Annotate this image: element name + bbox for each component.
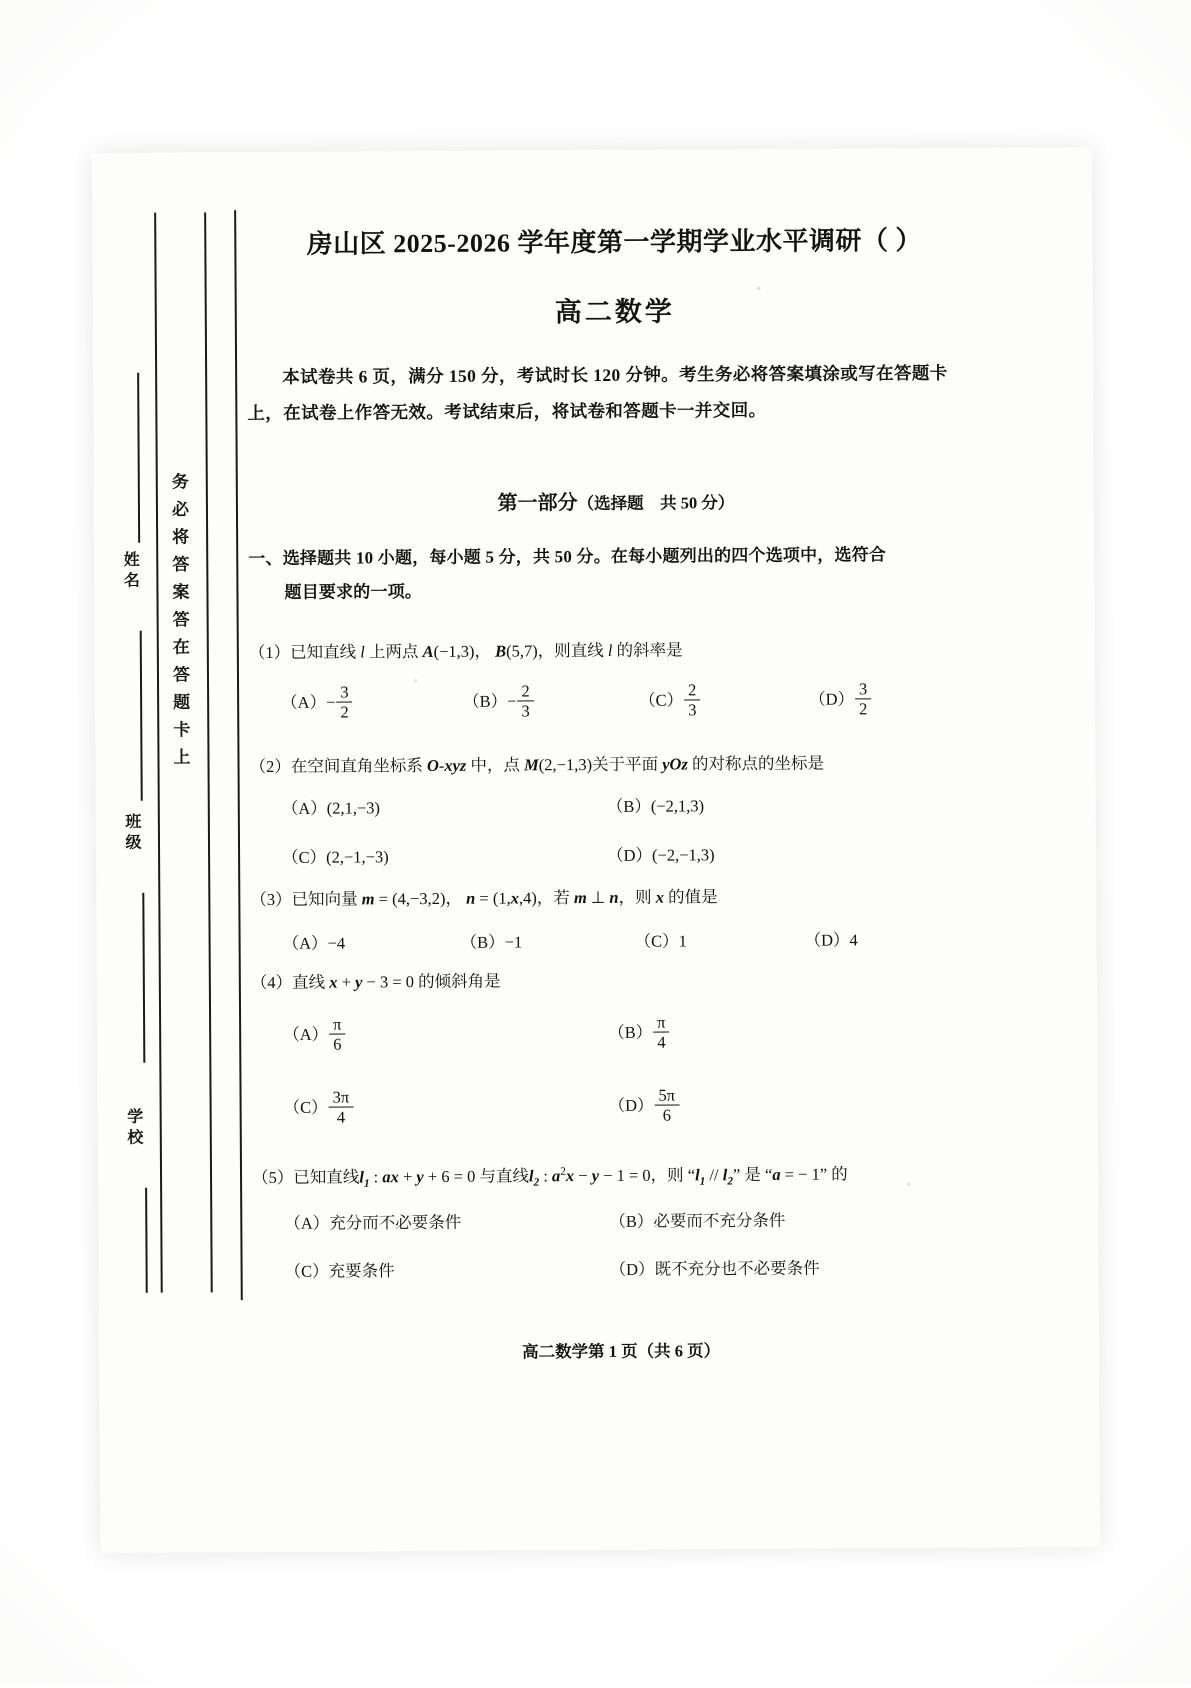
option-sign: − — [326, 692, 336, 712]
page-title: 房山区 2025-2026 学年度第一学期学业水平调研（ ） — [306, 225, 922, 259]
option-label: （B） — [608, 1022, 653, 1043]
question-2-option-d[interactable] — [607, 841, 715, 866]
seal-instruction-text: 务必将答案答在答题卡上 — [168, 472, 190, 776]
option-label: （C） — [634, 931, 679, 951]
question-4 — [251, 966, 973, 997]
question-5-options — [284, 1206, 985, 1305]
fraction-denominator: 3 — [688, 700, 697, 720]
fraction-denominator: 2 — [340, 702, 349, 722]
fraction-numerator: 3 — [336, 683, 352, 702]
margin-rule-outer — [154, 213, 163, 1293]
fraction-denominator: 2 — [859, 699, 868, 719]
question-4-options — [283, 1012, 984, 1146]
field-line-class-lower — [142, 893, 145, 1063]
option-label: （D） — [609, 1259, 655, 1279]
question-5-stem: （5）已知直线$l_1$ : ax + y + 6 = 0 与直线$l_2$ : $a^2x - y - 1 = 0$，则 “$l_1 // l_2$” 是 “a = − 1” 的 — [251, 1164, 848, 1190]
fraction-numerator: π — [329, 1016, 345, 1035]
option-label: （A） — [283, 1024, 329, 1045]
page-footer: 高二数学第 1 页（共 6 页） — [522, 1341, 721, 1362]
option-value: (−2,−1,3) — [651, 845, 715, 865]
question-3-stem: （3）已知向量 m = (4,−3,2)， n = (1,x,4)，若 m ⊥ n，则 x 的值是 — [250, 887, 718, 910]
question-1 — [249, 636, 971, 667]
option-value: −1 — [504, 932, 523, 952]
option-value: (2,−1,−3) — [326, 847, 389, 867]
fraction-numerator: 2 — [684, 681, 700, 700]
field-line-name — [137, 373, 140, 543]
option-label: （C） — [282, 847, 327, 867]
fraction-numerator: 2 — [517, 682, 533, 701]
option-label: （A） — [281, 692, 327, 713]
question-3-option-a[interactable] — [283, 930, 346, 954]
question-3 — [250, 883, 972, 914]
option-label: （D） — [608, 1095, 654, 1116]
option-value: 4 — [849, 930, 858, 950]
question-1-option-c[interactable] — [639, 681, 701, 719]
question-4-option-b[interactable] — [608, 1014, 671, 1052]
fraction-numerator: 5π — [654, 1086, 679, 1105]
question-4-number: （4） — [250, 972, 293, 993]
question-1-number: （1） — [248, 642, 291, 663]
question-3-option-b[interactable] — [461, 928, 523, 952]
field-label-name: 姓名 — [121, 550, 139, 593]
scan-speck — [414, 679, 417, 682]
option-label: （C） — [639, 690, 684, 710]
question-2-option-b[interactable] — [607, 792, 704, 817]
question-2-number: （2） — [249, 756, 291, 777]
option-sign: − — [507, 691, 517, 711]
field-line-name-lower — [140, 631, 143, 801]
field-line-school-lower — [145, 1188, 148, 1293]
question-1-option-b[interactable] — [463, 682, 535, 720]
fraction-denominator: 3 — [521, 701, 530, 721]
section-instructions — [248, 538, 970, 610]
question-5-option-c[interactable] — [285, 1257, 395, 1282]
option-label: （B） — [609, 1211, 654, 1231]
option-label: （A） — [284, 1213, 330, 1233]
option-label: （B） — [460, 932, 505, 952]
fraction-numerator: 3π — [329, 1088, 354, 1107]
question-2-option-a[interactable] — [282, 794, 380, 819]
scan-speck — [757, 287, 761, 290]
section-number: 一、 — [248, 548, 283, 569]
option-value: (−2,1,3) — [650, 796, 705, 816]
option-label: （D） — [607, 845, 653, 865]
question-1-options — [281, 680, 981, 744]
question-1-option-d[interactable] — [809, 680, 872, 718]
question-4-option-c[interactable] — [284, 1088, 355, 1126]
question-4-stem: （4）直线 x + y − 3 = 0 的倾斜角是 — [250, 971, 501, 993]
fraction-denominator: 4 — [657, 1032, 666, 1052]
fraction-denominator: 4 — [336, 1107, 346, 1127]
question-5 — [252, 1161, 974, 1195]
field-label-school: 学校 — [124, 1107, 142, 1150]
question-3-option-d[interactable] — [805, 926, 858, 950]
question-3-options — [282, 926, 983, 953]
option-value: 充分而不必要条件 — [329, 1212, 462, 1233]
option-label: （B） — [606, 796, 651, 816]
fraction-numerator: 3 — [855, 680, 871, 699]
option-value: −4 — [327, 933, 346, 953]
subject-title: 高二数学 — [554, 296, 675, 328]
question-2-stem: （2）在空间直角坐标系 O-xyz 中，点 M(2,−1,3)关于平面 yOz 的对称点的坐标是 — [249, 753, 825, 777]
question-5-number: （5） — [251, 1167, 294, 1188]
option-value: 必要而不充分条件 — [653, 1210, 786, 1231]
question-4-option-a[interactable] — [283, 1016, 346, 1054]
question-3-number: （3） — [250, 889, 292, 910]
question-5-option-b[interactable] — [609, 1207, 785, 1232]
question-5-option-a[interactable] — [284, 1209, 461, 1234]
scan-speck — [907, 1182, 910, 1186]
question-2-options — [282, 791, 983, 890]
option-label: （A） — [281, 798, 327, 818]
field-label-class: 班级 — [122, 812, 141, 855]
option-label: （A） — [282, 933, 328, 953]
fraction-denominator: 6 — [333, 1034, 342, 1054]
option-label: （D） — [809, 689, 855, 709]
question-4-option-d[interactable] — [608, 1086, 680, 1124]
part-heading-sub: （选择题 共 50 分） — [577, 493, 735, 514]
section-intro-line1: 选择题共 10 小题，每小题 5 分，共 50 分。在每小题列出的四个选项中，选符合 — [282, 545, 887, 568]
question-1-option-a[interactable] — [281, 683, 354, 721]
fraction-numerator: π — [653, 1014, 669, 1033]
option-label: （C） — [283, 1097, 328, 1118]
option-label: （D） — [804, 930, 850, 950]
section-intro-line2: 题目要求的一项。 — [284, 582, 423, 602]
option-label: （C） — [284, 1261, 329, 1281]
option-value: 既不充分也不必要条件 — [654, 1258, 820, 1279]
option-value: (2,1,−3) — [326, 798, 381, 818]
option-value: 1 — [678, 931, 687, 951]
question-1-stem: （1）已知直线 l 上两点 A(−1,3)， B(5,7)，则直线 l 的斜率是 — [248, 640, 683, 663]
margin-rule-far — [234, 210, 243, 1300]
question-5-option-d[interactable] — [610, 1255, 820, 1280]
part-heading-main: 第一部分 — [497, 492, 578, 515]
question-3-option-c[interactable] — [635, 927, 687, 951]
exam-instructions: 本试卷共 6 页，满分 150 分，考试时长 120 分钟。考生务必将答案填涂或写在答题卡上，在试卷上作答无效。考试结束后，将试卷和答题卡一并交回。 — [247, 362, 948, 423]
option-label: （B） — [463, 691, 508, 711]
question-2 — [249, 750, 971, 781]
option-value: 充要条件 — [328, 1261, 395, 1281]
fraction-denominator: 6 — [662, 1105, 672, 1125]
margin-rule-inner — [204, 212, 213, 1292]
part-heading — [246, 484, 986, 518]
question-2-option-c[interactable] — [282, 843, 389, 868]
